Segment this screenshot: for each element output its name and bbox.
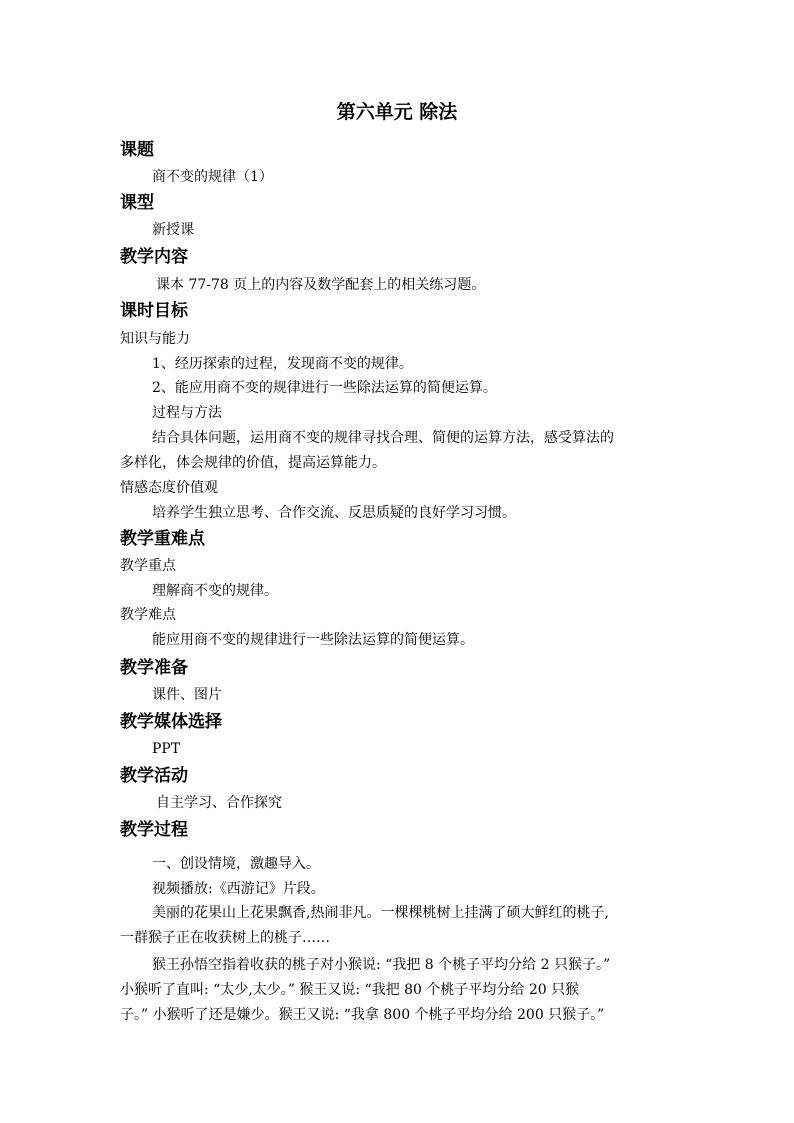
kexing-content: 新授课 xyxy=(152,222,194,238)
qinggan-text: 培养学生独立思考、合作交流、反思质疑的良好学习习惯。 xyxy=(152,505,516,521)
zhunbei-content: 课件、图片 xyxy=(152,687,222,703)
process-paragraph-3-line2: 一群猴子正在收获树上的桃子…… xyxy=(120,930,330,946)
label-guocheng: 过程与方法 xyxy=(152,405,222,421)
guocheng-text-line1: 结合具体问题，运用商不变的规律寻找合理、简便的运算方法，感受算法的 xyxy=(152,430,614,446)
label-nandian: 教学难点 xyxy=(120,607,176,623)
zhishi-item-1: 1、经历探索的过程，发现商不变的规律。 xyxy=(152,356,413,372)
heading-huodong: 教学活动 xyxy=(120,766,188,786)
guocheng-text-line2: 多样化，体会规律的价值，提高运算能力。 xyxy=(120,455,386,471)
process-paragraph-1: 一、创设情境，激趣导入。 xyxy=(152,856,320,872)
process-paragraph-2: 视频播放:《西游记》片段。 xyxy=(152,881,325,897)
heading-keti: 课题 xyxy=(120,140,154,160)
process-paragraph-4-line1: 猴王孙悟空指着收获的桃子对小猴说: “我把 8 个桃子平均分给 2 只猴子。” xyxy=(152,957,611,973)
heading-kexing: 课型 xyxy=(120,193,154,213)
huodong-content: 自主学习、合作探究 xyxy=(156,795,282,811)
label-zhongdian: 教学重点 xyxy=(120,558,176,574)
process-paragraph-4-line3: 子。” 小猴听了还是嫌少。猴王又说: “我拿 800 个桃子平均分给 200 只猴子。” xyxy=(120,1007,605,1023)
zhongdian-text: 理解商不变的规律。 xyxy=(152,583,278,599)
heading-neirong: 教学内容 xyxy=(120,247,188,267)
page-title: 第六单元 除法 xyxy=(336,101,458,123)
zhishi-item-2: 2、能应用商不变的规律进行一些除法运算的简便运算。 xyxy=(152,380,497,396)
process-paragraph-3-line1: 美丽的花果山上花果飘香,热闹非凡。一棵棵桃树上挂满了硕大鲜红的桃子, xyxy=(152,905,609,921)
heading-zhongnan: 教学重难点 xyxy=(120,529,205,549)
heading-guocheng: 教学过程 xyxy=(120,820,188,840)
nandian-text: 能应用商不变的规律进行一些除法运算的简便运算。 xyxy=(152,632,474,648)
meiti-content: PPT xyxy=(152,741,181,757)
label-qinggan: 情感态度价值观 xyxy=(120,480,218,496)
keti-content: 商不变的规律（1） xyxy=(152,169,273,185)
neirong-content: 课本 77-78 页上的内容及数学配套上的相关练习题。 xyxy=(156,277,486,293)
heading-mubiao: 课时目标 xyxy=(120,301,188,321)
process-paragraph-4-line2: 小猴听了直叫: “太少,太少。” 猴王又说: “我把 80 个桃子平均分给 20 只猴 xyxy=(120,982,580,998)
heading-meiti: 教学媒体选择 xyxy=(120,712,222,732)
heading-zhunbei: 教学准备 xyxy=(120,658,188,678)
label-zhishi: 知识与能力 xyxy=(120,331,190,347)
